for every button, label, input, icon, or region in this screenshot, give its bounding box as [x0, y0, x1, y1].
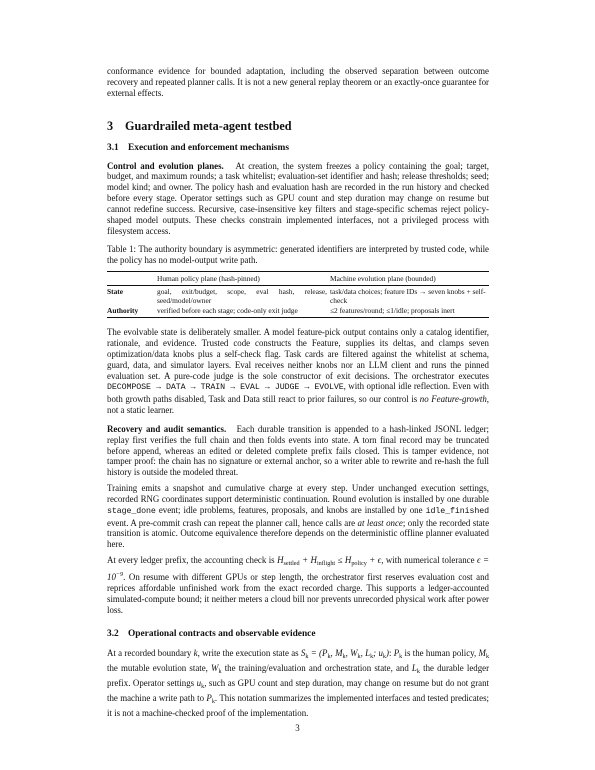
text-run: ; only the recorded state transition is atomic. Outcome equivalence therefore depends on the deterministic offline planner evaluated here. — [107, 517, 490, 550]
runin-heading: Control and evolution planes. — [107, 160, 224, 171]
text-run: with numerical tolerance — [385, 555, 475, 566]
text-run: the training/evaluation and orchestration state, and — [224, 663, 409, 674]
runin-heading: Recovery and audit semantics. — [107, 423, 227, 434]
text-run: , write the execution state as — [197, 648, 299, 659]
table-header-row — [107, 272, 489, 286]
control-planes-paragraph — [107, 161, 489, 237]
subsection-heading-1 — [107, 143, 489, 153]
table-row — [107, 305, 489, 318]
human-plane-cell: verified before each stage; code-only exit judge — [157, 305, 330, 318]
subsection-title: Execution and enforcement mechanisms — [128, 142, 290, 153]
subsection-number: 3.1 — [107, 142, 119, 153]
ledger-paragraph: At every ledger prefix, the accounting check is $H_{settled} + H_{inflight} \le H_{policy} + \epsilon$, with numerical tolerance $\epsilon = 10^{-9}$. On resume with different GPUs or step length, the orchestrator first reserves evaluation cost and reprices affordable unfinished work from the exact recorded charge. This supports a ledger-accounted simulated-compute bound; it neither meters a cloud bill nor prevents unrecorded physical work after power loss. — [107, 555, 489, 615]
code-idle-finished: idle_finished — [425, 506, 489, 516]
text-run: is the human policy, — [404, 648, 477, 659]
row-label: Authority — [107, 305, 157, 318]
text-run: Training emits a snapshot and cumulative charge at every step. Under unchanged execution settings, recorded RNG coordinates support deterministic continuation. Round evolution is installed by one durable — [107, 483, 489, 504]
math-superscript: −9 — [115, 571, 124, 578]
human-plane-cell: goal, exit/budget, scope, eval hash, release, seed/model/owner — [157, 287, 327, 306]
text-run: event. A pre-commit crash can repeat the planner call, hence calls are — [107, 517, 356, 528]
math-subscript: policy — [351, 560, 367, 568]
machine-plane-cell: task/data choices; feature IDs → seven knobs + self-check — [330, 287, 486, 306]
text-run: , such as GPU count and step duration, may change on resume but do not grant the machine a write path to — [107, 678, 490, 703]
row-label: State — [107, 287, 124, 297]
machine-plane-cell: ≤2 features/round; ≤1/idle; proposals inert — [330, 305, 489, 318]
page-number: 3 — [295, 723, 300, 733]
text-run: At a recorded boundary — [107, 648, 192, 659]
math-k: k — [193, 648, 198, 659]
text-run: , not a static learner. — [107, 394, 489, 416]
math-subscript: settled — [283, 560, 300, 568]
code-stage-done: stage_done — [107, 506, 156, 516]
table-header-cell: Human policy plane (hash-pinned) — [157, 272, 330, 286]
text-run: the mutable evolution state, — [107, 663, 208, 674]
subsection-heading-2 — [107, 629, 489, 639]
math-text: ϵ = 10 — [107, 555, 489, 582]
training-paragraph — [107, 483, 489, 550]
pipeline-code: DECOMPOSE → DATA → TRAIN → EVAL → JUDGE → EVOLVE — [107, 383, 344, 393]
section-heading — [107, 119, 489, 134]
accounting-equation: $H_{settled} + H_{inflight} \le H_{policy} + \epsilon$ — [277, 555, 382, 568]
table-header-cell — [107, 272, 157, 286]
table-header-cell: Machine evolution plane (bounded) — [330, 272, 489, 286]
subsection-title: Operational contracts and observable evidence — [128, 629, 316, 640]
recovery-paragraph — [107, 424, 489, 478]
text-run: . On resume with different GPUs or step length, the orchestrator first reserves evaluation cost and reprices affordable unfinished work from the exact recorded charge. This supports a ledger-accounted simulated-compute bound; it neither meters a cloud bill nor prevents unrecorded physical work after power loss. — [107, 572, 489, 615]
paragraph-text: At creation, the system freezes a policy containing the goal; target, budget, and maximum rounds; a task whitelist; evaluation-set identifier and hash; release thresholds; seed; model kind; and owner. The policy hash and evaluation hash are recorded in the run history and checked before every stage. Operator settings such as GPU count and step duration may change on resume but cannot redefine success. Recursive, case-insensitive key filters and stage-specific schemas reject policy-shaped model outputs. These checks constrain implemented interfaces, not a privileged process with filesystem access. — [107, 160, 489, 236]
paragraph-text: Each durable transition is appended to a hash-linked JSONL ledger; replay first verifies the full chain and then folds events into state. A torn final record may be truncated before append, whereas an edited or deleted complete prefix fails closed. This is tamper evidence, not tamper proof: the chain has no signature or external anchor, so a writer able to rewrite and re-hash the full history is outside the modeled threat. — [107, 423, 489, 478]
math-symbol: S — [300, 648, 306, 659]
subsection-number: 3.2 — [107, 629, 119, 640]
emphasis: no Feature-growth — [419, 394, 487, 405]
text-run: event; idle problems, features, proposals, and knobs are installed by one — [158, 504, 423, 515]
text-run: The evolvable state is deliberately smaller. A model feature-pick output contains only a catalog identifier, rationale, and evidence. Trusted code constructs the Feature, supplies its deltas, and clamps seven optimization/data knobs plus a self-check flag. Task cards are filtered against the whitelist at schema, guard, data, and simulator layers. Eval receives neither knobs nor an LLM client and runs the pinned evaluation set. A pure-code judge is the sole constructor of exit decisions. The orchestrator executes — [107, 327, 489, 381]
math-subscript: inflight — [316, 560, 336, 568]
section-title: Guardrailed meta-agent testbed — [125, 118, 292, 133]
state-equation: $S_k = (P_k$, $M_k$, $W_k$, $L_k$; $u_k$) — [300, 648, 389, 661]
page-body — [107, 66, 489, 719]
contracts-paragraph: At a recorded boundary k, write the execution state as $S_k = (P_k$, $M_k$, $W_k$, $L_k$; $u_k$): $P_k$ is the human policy, $M_k$ the mutable evolution state, $W_k$ the training/evaluation and orchestration state, and $L_k$ the durable ledger prefix. Operator settings $u_k$, such as GPU count and step duration, may change on resume but do not grant the machine a write path to $P_k$. This notation summarizes the implemented interfaces and tested predicates; it is not a machine-checked proof of the implementation. — [107, 648, 490, 718]
text-run: At every ledger prefix, the accounting check is — [107, 555, 275, 566]
evolvable-state-paragraph — [107, 327, 489, 416]
math-symbol: H — [277, 555, 284, 566]
text-run: . This notation summarizes the implemented interfaces and tested predicates; it is not a machine-checked proof of the implementation. — [107, 692, 490, 718]
authority-table — [107, 271, 489, 318]
text-run: the durable ledger prefix. Operator settings — [107, 663, 490, 689]
text-run: , with optional idle reflection. Even with both growth paths disabled, Task and Data still react to prior failures, so our control is — [107, 381, 489, 405]
text-run: : — [388, 648, 392, 659]
math-symbol: H — [344, 555, 352, 566]
section-number: 3 — [107, 118, 114, 133]
intro-paragraph: conformance evidence for bounded adaptation, including the observed separation between outcome recovery and repeated planner calls. It is not a new general replay theorem or an exactly-once guarantee for external effects. — [107, 66, 489, 98]
table-row — [107, 286, 489, 306]
math-symbol: H — [310, 555, 317, 566]
table-caption: Table 1: The authority boundary is asymmetric: generated identifiers are interpreted by trusted code, while the policy has no model-output write path. — [107, 244, 489, 266]
emphasis: at least once — [357, 517, 403, 528]
